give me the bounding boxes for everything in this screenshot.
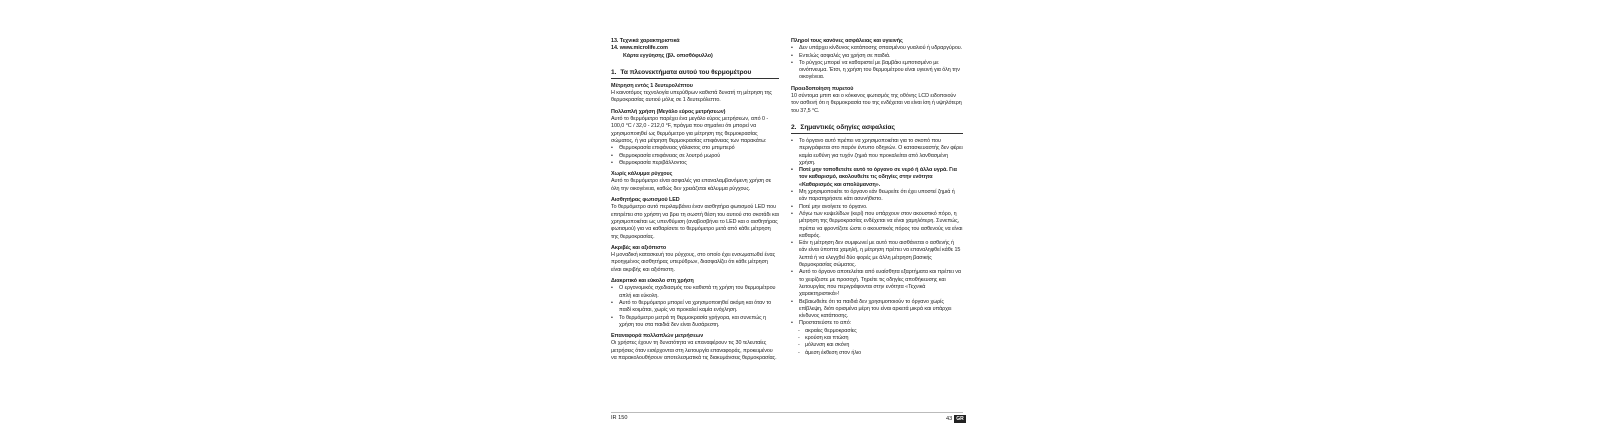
list-item: • Θερμοκρασία περιβάλλοντος xyxy=(611,160,779,167)
list-item: - μόλυνση και σκόνη xyxy=(791,342,963,349)
list-item: • Αυτό το όργανο αποτελείται από ευαίσθητα εξαρτήματα και πρέπει να το χειρίζεστε με προσοχή. Τηρείτε τις οδηγίες αποθήκευσης και λειτουργίας που περιγράφονται στην ενότητα «Τεχνικά χαρακτηριστικά»! xyxy=(791,269,963,298)
footer-page xyxy=(946,415,966,423)
list-item: • Βεβαιωθείτε ότι τα παιδιά δεν χρησιμοποιούν το όργανο χωρίς επίβλεψη, διότι ορισμένα μέρη του είναι αρκετά μικρά και υπάρχει κίνδυνος κατάποσης. xyxy=(791,299,963,321)
toc-warranty-card: Κάρτα εγγύησης (βλ. οπισθόφυλλο) xyxy=(623,52,713,59)
toc xyxy=(611,38,779,60)
list-item: • Ποτέ μην ανοίγετε το όργανο. xyxy=(791,204,963,211)
recall-text: Οι χρήστες έχουν τη δυνατότητα να επαναφέρουν τις 30 τελευταίες μετρήσεις όταν εισέρχονται στη λειτουργία επαναφοράς, προκειμένου να παρακολουθήσουν αποτελεσματικά τις διακυμάνσεις θερμοκρασίας. xyxy=(611,340,777,361)
right-column xyxy=(791,38,963,357)
list-item-warning: • Ποτέ μην τοποθετείτε αυτό το όργανο σε νερό ή άλλα υγρά. Για τον καθαρισμό, ακολουθείτε τις οδηγίες στην ενότητα «Καθαρισμός και απολύμανση». xyxy=(791,167,963,189)
measure-heading: Μέτρηση εντός 1 δευτερολέπτου xyxy=(611,82,693,89)
section-2-heading xyxy=(791,124,963,134)
list-item: • Θερμοκρασία επιφάνειας σε λουτρό μωρού xyxy=(611,153,779,160)
recall-heading: Επαναφορά πολλαπλών μετρήσεων xyxy=(611,333,704,340)
section-2-number: 2. xyxy=(791,123,797,131)
list-item: • Ο εργονομικός σχεδιασμός του καθιστά τη χρήση του θερμομέτρου απλή και εύκολη. xyxy=(611,285,779,300)
protect-list xyxy=(791,328,963,357)
list-item: • Εντελώς ασφαλές για χρήση σε παιδιά. xyxy=(791,53,963,60)
section-2-title: Σημαντικές οδηγίες ασφαλείας xyxy=(800,123,895,131)
no-cover-heading: Χωρίς κάλυμμα ρύγχους xyxy=(611,171,673,178)
multi-use-list xyxy=(611,145,779,167)
led-heading: Αισθητήρας φωτισμού LED xyxy=(611,197,680,204)
list-item: - κρούση και πτώση xyxy=(791,335,963,342)
list-item: • Το ρύγχος μπορεί να καθαριστεί με βαμβάκι εμποτισμένο με οινόπνευμα. Έτσι, η χρήση του θερμομέτρου είναι υγιεινή για όλη την οικογένεια. xyxy=(791,60,963,82)
section-1-heading xyxy=(611,69,779,79)
multi-use-text: Αυτό το θερμόμετρο παρέχει ένα μεγάλο εύρος μετρήσεων, από 0 - 100,0 °C / 32,0 - 212,0 °F, πράγμα που σημαίνει ότι μπορεί να χρησιμοποιηθεί ως θερμόμετρο για μέτρηση της θερμοκρασίας σώματος, ή για μέτρηση θερμοκρασίας επιφάνειας των παρακάτω: xyxy=(611,116,769,144)
toc-item-13: 13. Τεχνικά χαρακτηριστικά xyxy=(611,38,680,44)
page-number: 43 xyxy=(946,416,953,422)
list-item: • Μη χρησιμοποιείτε το όργανο εάν θεωρείτε ότι έχει υποστεί ζημιά ή εάν παρατηρήσετε κάτι ασυνήθιστο. xyxy=(791,189,963,204)
fever-alarm-text: 10 σύντομα μπιπ και ο κόκκινος φωτισμός της οθόνης LCD ειδοποιούν τον ασθενή ότι η θερμοκρασία του της ενδέχεται να είναι ίση ή υψηλότερη του 37,5 °C. xyxy=(791,93,962,114)
list-item: • Εάν η μέτρηση δεν συμφωνεί με αυτό που αισθάνεται ο ασθενής ή εάν είναι ύποπτα χαμηλή, η μέτρηση πρέπει να επαναληφθεί κάθε 15 λεπτά ή να ελεγχθεί δύο φορές με άλλη μέτρηση βασικής θερμοκρασίας σώματος. xyxy=(791,240,963,269)
left-column xyxy=(611,38,779,362)
safety-instructions-list xyxy=(791,138,963,328)
list-item: • Το θερμόμετρο μετρά τη θερμοκρασία γρήγορα, και συνεπώς η χρήση του στα παιδιά δεν είναι δυσάρεστη. xyxy=(611,315,779,330)
list-item: - ακραίες θερμοκρασίες xyxy=(791,328,963,335)
language-badge: GR xyxy=(956,416,964,422)
list-item: • Θερμοκρασία επιφάνειας γάλακτος στο μπιμπερό xyxy=(611,145,779,152)
section-1-title: Τα πλεονεκτήματα αυτού του θερμομέτρου xyxy=(620,68,752,76)
footer-model: IR 150 xyxy=(611,415,628,421)
safety-rules-list xyxy=(791,45,963,81)
list-item: • Προστατεύστε το από: xyxy=(791,320,963,327)
toc-item-14: 14. www.microlife.com xyxy=(611,45,668,52)
list-item: • Αυτό το θερμόμετρο μπορεί να χρησιμοποιηθεί ακόμη και όταν το παιδί κοιμάται, χωρίς να προκαλεί καμία ενόχληση. xyxy=(611,300,779,315)
footer-divider xyxy=(611,412,963,413)
accurate-text: Η μοναδική κατασκευή του ρύγχους, στο οποίο έχει ενσωματωθεί ένας προηγμένος αισθητήρας υπερύθρων, διασφαλίζει ότι κάθε μέτρηση είναι ακριβής και αξιόπιστη. xyxy=(611,252,776,273)
list-item: • Λόγω των κυψελίδων (κερί) που υπάρχουν στον ακουστικό πόρο, η μέτρηση της θερμοκρασίας ενδέχεται να είναι χαμηλότερη. Συνεπώς, πρέπει να φροντίζετε ώστε ο ακουστικός πόρος του ασθενούς να είναι καθαρός. xyxy=(791,211,963,240)
multi-use-heading: Πολλαπλή χρήση (Μεγάλο εύρος μετρήσεων) xyxy=(611,108,726,115)
accurate-heading: Ακριβές και αξιόπιστο xyxy=(611,244,667,251)
list-item: - άμεση έκθεση στον ήλιο xyxy=(791,350,963,357)
list-item: • Δεν υπάρχει κίνδυνος κατάποσης σπασμένου γυαλιού ή υδραργύρου. xyxy=(791,45,963,52)
easy-use-list xyxy=(611,285,779,329)
measure-text: Η καινοτόμος τεχνολογία υπερύθρων καθιστά δυνατή τη μέτρηση της θερμοκρασίας αυτιού μόλις σε 1 δευτερόλεπτο. xyxy=(611,90,772,104)
section-1-number: 1. xyxy=(611,68,617,76)
fever-alarm-heading: Προειδοποίηση πυρετού xyxy=(791,85,854,92)
easy-use-heading: Διακριτικό και εύκολο στη χρήση xyxy=(611,278,694,285)
list-item: • Το όργανο αυτό πρέπει να χρησιμοποιείται για το σκοπό που περιγράφεται στο παρόν έντυπο οδηγιών. Ο κατασκευαστής δεν φέρει καμία ευθύνη για τυχόν ζημιά που προκαλείται από λανθασμένη χρήση. xyxy=(791,138,963,167)
led-text: Το θερμόμετρο αυτό περιλαμβάνει έναν αισθητήρα φωτισμού LED που επιτρέπει στο χρήστη να βρει τη σωστή θέση του αυτιού στο σκοτάδι και χρησιμοποιείται ως υπενθύμιση (αναβοσβήνει το LED και ο αισθητήρας φωτισμού) για να καθαρίσετε το θερμόμετρο μετά από κάθε μέτρηση της θερμοκρασίας. xyxy=(611,204,779,240)
safety-rules-heading: Πληροί τους κανόνες ασφάλειας και υγιεινής xyxy=(791,38,903,44)
no-cover-text: Αυτό το θερμόμετρο είναι ασφαλές για επαναλαμβανόμενη χρήση σε όλη την οικογένεια, καθώς δεν χρειάζεται κάλυμμα ρύγχους. xyxy=(611,178,772,192)
